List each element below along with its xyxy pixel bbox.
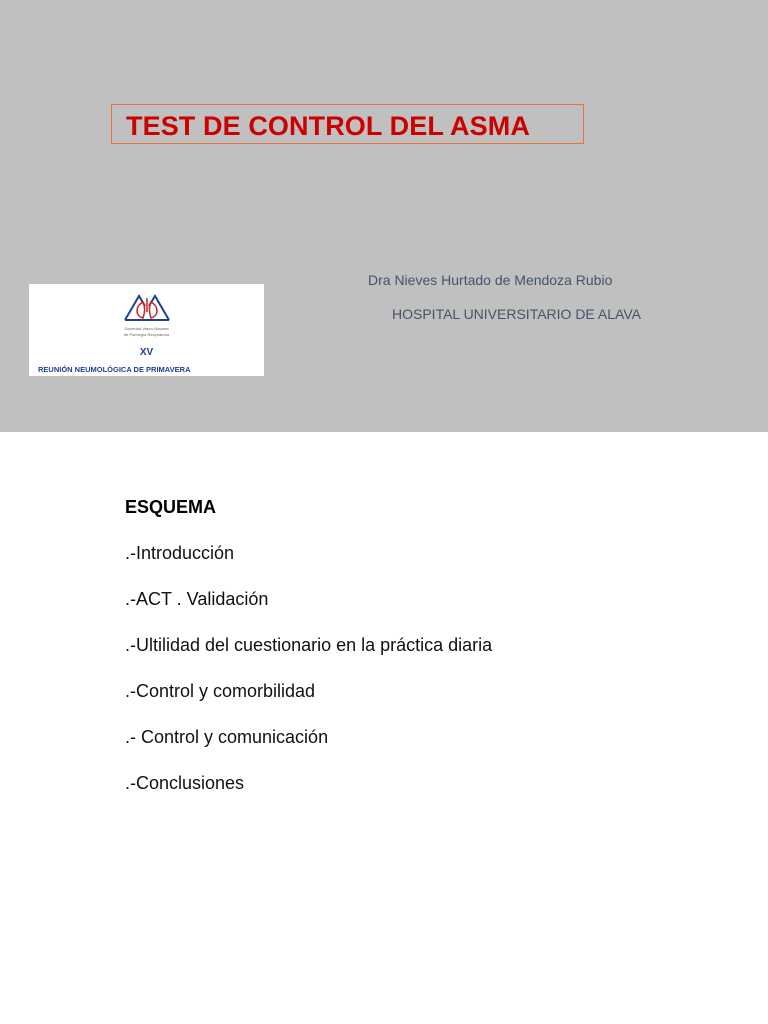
title-box: [111, 104, 584, 144]
outline-item: .-Control y comorbilidad: [125, 681, 316, 701]
hospital-name: HOSPITAL UNIVERSITARIO DE ALAVA: [392, 306, 641, 322]
outline-item: .-Conclusiones: [125, 773, 245, 793]
outline-heading: ESQUEMA: [125, 497, 217, 517]
slide-title: TEST DE CONTROL DEL ASMA: [126, 111, 530, 141]
outline-item: .- Control y comunicación: [125, 727, 329, 747]
logo-society-line1: Sociedad Vasco-Navarra: [124, 326, 169, 331]
logo-edition: XV: [139, 347, 154, 358]
title-slide: [0, 0, 768, 432]
outline-item: .-Introducción: [125, 543, 235, 563]
lungs-emblem-icon: [115, 292, 179, 326]
outline-item: .-ACT . Validación: [125, 589, 269, 609]
conference-logo: [29, 284, 264, 376]
outline-section: [125, 496, 725, 818]
logo-event-name: REUNIÓN NEUMOLÓGICA DE PRIMAVERA: [38, 365, 191, 374]
logo-society-line2: de Patología Respiratoria: [123, 332, 170, 337]
outline-item: .-Ultilidad del cuestionario en la práctica diaria: [125, 635, 493, 655]
author-name: Dra Nieves Hurtado de Mendoza Rubio: [368, 272, 613, 288]
